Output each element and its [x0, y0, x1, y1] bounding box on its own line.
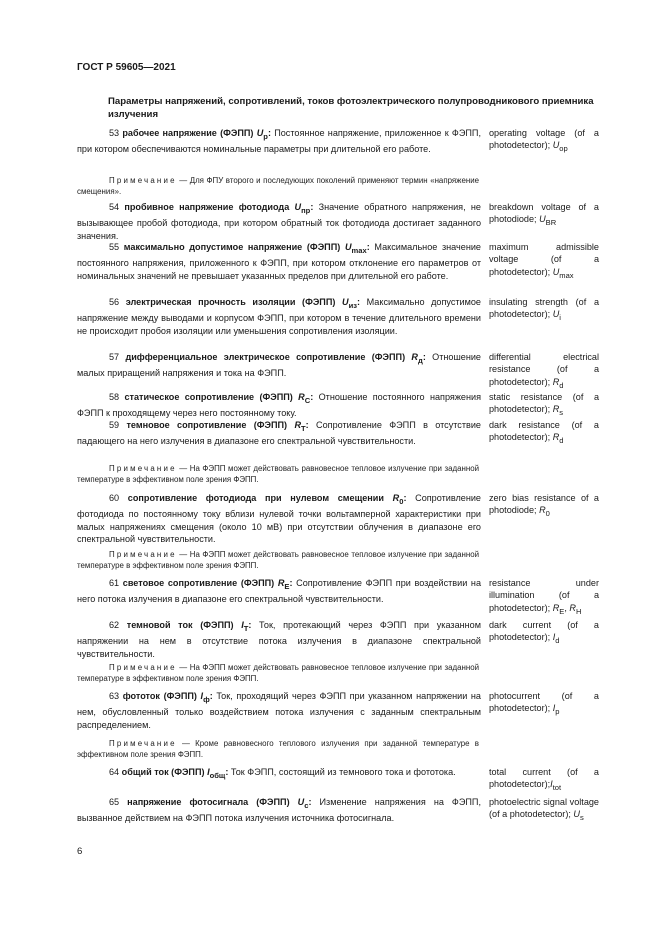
term-name: электрическая прочность изоляции (ФЭПП)	[125, 297, 342, 307]
term-definition-ru	[77, 419, 481, 448]
term-colon: :	[310, 392, 314, 402]
term-symbol-subscript: д	[418, 355, 423, 365]
term-english	[489, 201, 599, 230]
english-symbol-subscript: d	[559, 436, 564, 446]
term-definition-ru	[77, 690, 481, 731]
english-symbol	[552, 703, 560, 717]
english-symbol-letter: R	[539, 505, 546, 516]
term-number: 56	[109, 297, 126, 307]
english-term-text: zero bias resistance of a photodiode;	[489, 493, 599, 516]
term-symbol	[298, 392, 311, 405]
term-definition-text: Ток, проходящий через ФЭПП при указанном напряжении на нем, обусловленный только воздействием потока излучения с заданным спектральным распределением.	[77, 691, 481, 730]
term-definition-ru	[77, 296, 481, 337]
english-symbol-subscript: BR	[545, 218, 557, 228]
note-text: — На ФЭПП может действовать равновесное тепловое излучение при заданной температуре в эффективном поле зрения ФЭПП.	[77, 464, 479, 484]
term-definition-ru	[77, 492, 481, 545]
note-text: — Кроме равновесного теплового излучения при заданной температуре в эффективном поле зрения ФЭПП.	[77, 739, 479, 759]
english-term-text: photoelectric signal voltage (of a photodetector);	[489, 797, 599, 820]
english-symbol	[573, 809, 584, 823]
note-label: Примечание	[109, 550, 177, 559]
note-label: Примечание	[109, 464, 177, 473]
english-symbol	[552, 432, 564, 446]
english-symbol-letter: U	[552, 140, 560, 151]
english-symbol	[552, 632, 560, 646]
term-name: максимально допустимое напряжение (ФЭПП)	[123, 242, 345, 252]
term-symbol-subscript: общ	[209, 770, 226, 780]
page-number: 6	[77, 846, 83, 857]
term-colon: :	[305, 420, 309, 430]
term-definition-text: Изменение напряжения на ФЭПП, вызванное действием на ФЭПП потока излучения источника фотосигнала.	[77, 797, 481, 824]
term-definition-text: Ток ФЭПП, состоящий из темнового тока и фототока.	[228, 767, 456, 777]
english-symbol-letter: U	[539, 214, 546, 225]
note-block	[77, 463, 479, 485]
term-definition-ru	[77, 619, 481, 660]
term-definition-text: Значение обратного напряжения, не вызывающее пробой фотодиода, при котором обратный ток фотодиода достигает заданного значения.	[77, 202, 481, 241]
english-symbol-subscript: E	[559, 606, 565, 616]
note-label: Примечание	[109, 739, 177, 748]
term-symbol	[200, 691, 210, 704]
term-name: рабочее напряжение (ФЭПП)	[122, 128, 257, 138]
term-number: 59	[109, 420, 127, 430]
english-symbol	[552, 376, 564, 390]
term-symbol-letter: U	[342, 297, 349, 307]
note-text: — На ФЭПП может действовать равновесное тепловое излучение при заданной температуре в эффективном поле зрения ФЭПП.	[77, 550, 479, 570]
term-definition-text: Сопротивление фотодиода по постоянному току вблизи нулевой точки вольтамперной характеристики при малых напряжениях смещения (около 10 мВ) при отсутствии облучения в диапазоне его спектральной чувствительности.	[77, 493, 481, 545]
note-text: — Для ФПУ второго и последующих поколений применяют термин «напряжение смещения».	[77, 176, 479, 196]
term-name: темновой ток (ФЭПП)	[126, 620, 242, 630]
english-symbol	[552, 602, 565, 616]
term-name: световое сопротивление (ФЭПП)	[122, 578, 278, 588]
english-symbol	[552, 309, 561, 323]
term-number: 63	[109, 691, 123, 701]
term-symbol	[342, 297, 358, 310]
term-symbol-letter: U	[344, 242, 352, 252]
term-definition-ru	[77, 796, 481, 825]
english-symbol-subscript: s	[559, 408, 564, 418]
english-symbol	[539, 505, 550, 519]
term-colon: :	[267, 128, 271, 138]
term-name: дифференциальное электрическое сопротивление (ФЭПП)	[125, 352, 412, 362]
term-colon: :	[225, 767, 229, 777]
term-symbol-letter: I	[200, 691, 204, 701]
term-number: 58	[109, 392, 125, 402]
english-symbol-letter: U	[573, 809, 580, 820]
term-colon: :	[310, 202, 314, 212]
term-colon: :	[289, 578, 293, 588]
english-term-text: dark resistance (of a photodetector);	[489, 420, 599, 443]
note-text: — На ФЭПП может действовать равновесное тепловое излучение при заданной температуре в эффективном поле зрения ФЭПП.	[77, 663, 479, 683]
term-symbol	[207, 767, 226, 780]
english-symbol-letter: R	[552, 376, 560, 387]
term-symbol-letter: R	[298, 392, 305, 402]
term-number: 62	[109, 620, 127, 630]
term-symbol-letter: I	[207, 767, 210, 777]
term-definition-ru	[77, 577, 481, 606]
term-colon: :	[422, 352, 426, 362]
english-symbol-subscript: d	[555, 636, 560, 646]
english-term-text: maximum admissible voltage (of a photodetector);	[489, 242, 599, 277]
term-definition-ru	[77, 351, 481, 380]
term-definition-text: Максимально допустимое напряжение между выводами и корпусом ФЭПП, при котором в течение длительного времени не происходит пробоя изоляции или уменьшения сопротивления изоляции.	[77, 297, 481, 336]
english-symbol-subscript: p	[555, 707, 560, 717]
term-symbol	[294, 202, 314, 215]
term-symbol	[392, 493, 407, 506]
term-symbol-letter: U	[297, 797, 305, 807]
english-symbol-subscript: s	[580, 813, 584, 823]
note-label: Примечание	[109, 663, 177, 672]
term-colon: :	[403, 493, 407, 503]
term-symbol	[411, 352, 423, 365]
term-symbol-subscript: ф	[203, 694, 210, 704]
term-symbol-letter: R	[277, 578, 285, 588]
english-symbol-letter: U	[552, 266, 560, 277]
term-colon: :	[308, 797, 312, 807]
term-number: 60	[109, 493, 128, 503]
english-symbol-letter: R	[552, 432, 560, 443]
term-number: 54	[109, 202, 125, 212]
english-symbol-subscript: tot	[552, 783, 562, 793]
term-symbol-subscript: Т	[301, 423, 306, 433]
section-title: Параметры напряжений, сопротивлений, токов фотоэлектрического полупроводникового приемника излучения	[108, 96, 594, 120]
english-symbol	[552, 266, 574, 280]
english-symbol-subscript: max	[559, 270, 574, 280]
term-definition-text: Сопротивление ФЭПП в отсутствие падающего на него излучения в диапазоне его спектральной чувствительности.	[77, 420, 481, 447]
english-symbol	[552, 140, 568, 154]
document-header: ГОСТ Р 59605—2021	[77, 62, 176, 73]
english-symbol-subscript: i	[559, 313, 561, 323]
term-number: 61	[109, 578, 123, 588]
term-definition-text: Ток, протекающий через ФЭПП при указанном напряжении на нем в отсутствие потока излучения в диапазоне спектральной чувствительности.	[77, 620, 481, 659]
note-block	[77, 738, 479, 760]
term-definition-text: Максимальное значение постоянного напряжения, приложенного к ФЭПП, при котором отклонение его параметров от номинальных значений не превышает указанных пределов при длительной его работе.	[77, 242, 481, 281]
term-definition-text: Сопротивление ФЭПП при воздействии на него потока излучения в диапазоне его спектральной чувствительности.	[77, 578, 481, 605]
term-symbol-letter: U	[294, 202, 302, 212]
english-symbol-letter: R	[569, 602, 576, 613]
term-colon: :	[366, 242, 370, 252]
term-number: 57	[109, 352, 126, 362]
term-name: напряжение фотосигнала (ФЭПП)	[127, 797, 298, 807]
term-english	[489, 419, 599, 448]
term-definition-ru	[77, 391, 481, 420]
term-definition-text: Постоянное напряжение, приложенное к ФЭПП, при котором обеспечиваются номинальные параметры при длительной его работе.	[77, 128, 481, 155]
english-symbol-letter: I	[552, 632, 556, 643]
term-symbol-subscript: 0	[399, 496, 404, 506]
english-term-text: operating voltage (of a photodetector);	[489, 128, 599, 151]
term-colon: :	[357, 297, 361, 307]
term-definition-ru	[77, 127, 481, 156]
term-symbol-letter: R	[411, 352, 418, 362]
term-colon: :	[209, 691, 213, 701]
english-symbol-letter: R	[552, 602, 560, 613]
term-english	[489, 619, 599, 648]
term-symbol-subscript: р	[263, 131, 268, 141]
term-symbol-letter: R	[392, 493, 400, 503]
english-term-text: breakdown voltage of a photodiode;	[489, 202, 599, 225]
term-symbol	[277, 578, 293, 591]
note-label: Примечание	[109, 176, 177, 185]
term-symbol	[256, 128, 268, 141]
term-definition-ru	[77, 766, 481, 782]
english-symbol-letter: I	[552, 703, 556, 714]
term-english	[489, 492, 599, 521]
term-name: пробивное напряжение фотодиода	[124, 202, 295, 212]
english-term-text: dark current (of a photodetector);	[489, 620, 599, 643]
term-number: 53	[109, 128, 123, 138]
english-symbol-subscript: H	[575, 606, 582, 616]
term-symbol-subscript: пр	[301, 205, 311, 215]
term-english	[489, 577, 599, 618]
term-name: сопротивление фотодиода при нулевом смещении	[127, 493, 393, 503]
note-block	[77, 175, 479, 197]
term-symbol	[297, 797, 312, 810]
english-term-text: photocurrent (of a photodetector);	[489, 691, 599, 714]
term-symbol-subscript: c	[304, 800, 309, 810]
english-term-text: insulating strength (of a photodetector);	[489, 297, 599, 320]
term-number: 65	[109, 797, 128, 807]
english-symbol-subscript: d	[559, 380, 564, 390]
english-symbol	[552, 404, 564, 418]
term-symbol-subscript: max	[351, 245, 367, 255]
term-definition-ru	[77, 201, 481, 242]
english-term-text: differential electrical resistance (of a photodetector);	[489, 352, 599, 387]
term-name: темновое сопротивление (ФЭПП)	[126, 420, 295, 430]
term-symbol-letter: I	[241, 620, 244, 630]
term-definition-text: Отношение малых приращений напряжения и тока на ФЭПП.	[77, 352, 481, 379]
english-symbol-letter: U	[552, 309, 560, 320]
term-definition-ru	[77, 241, 481, 282]
english-symbol-letter: I	[550, 779, 553, 790]
term-symbol-letter: U	[256, 128, 264, 138]
term-number: 55	[109, 242, 124, 252]
term-number: 64	[109, 767, 122, 777]
term-english	[489, 690, 599, 719]
english-symbol	[539, 214, 557, 228]
term-symbol-subscript: С	[304, 395, 311, 405]
english-symbol-separator: ,	[564, 602, 570, 613]
english-term-text: resistance under illumination (of a photodetector);	[489, 578, 599, 613]
term-symbol	[294, 420, 306, 433]
english-term-text: total current (of a photodetector);	[489, 767, 599, 790]
term-english	[489, 296, 599, 325]
note-block	[77, 549, 479, 571]
term-name: общий ток (ФЭПП)	[121, 767, 208, 777]
term-english	[489, 391, 599, 420]
term-symbol-subscript: из	[348, 300, 358, 310]
term-symbol-subscript: E	[284, 581, 290, 591]
term-symbol-letter: R	[294, 420, 302, 430]
term-english	[489, 766, 599, 795]
term-english	[489, 127, 599, 156]
term-symbol-subscript: Т	[243, 623, 249, 633]
term-name: статическое сопротивление (ФЭПП)	[124, 392, 299, 402]
term-definition-text: Отношение постоянного напряжения ФЭПП к проходящему через него постоянному току.	[77, 392, 482, 419]
english-symbol-subscript: 0	[545, 509, 550, 519]
term-english	[489, 796, 599, 825]
english-symbol-letter: R	[552, 404, 560, 415]
english-symbol-subscript: op	[559, 144, 568, 154]
note-block	[77, 662, 479, 684]
term-english	[489, 351, 599, 392]
english-symbol-alt	[569, 602, 582, 616]
term-colon: :	[248, 620, 252, 630]
english-term-text: static resistance (of a photodetector);	[489, 392, 599, 415]
term-english	[489, 241, 599, 282]
term-name: фототок (ФЭПП)	[122, 691, 201, 701]
term-symbol	[344, 242, 367, 255]
english-symbol	[550, 779, 562, 793]
